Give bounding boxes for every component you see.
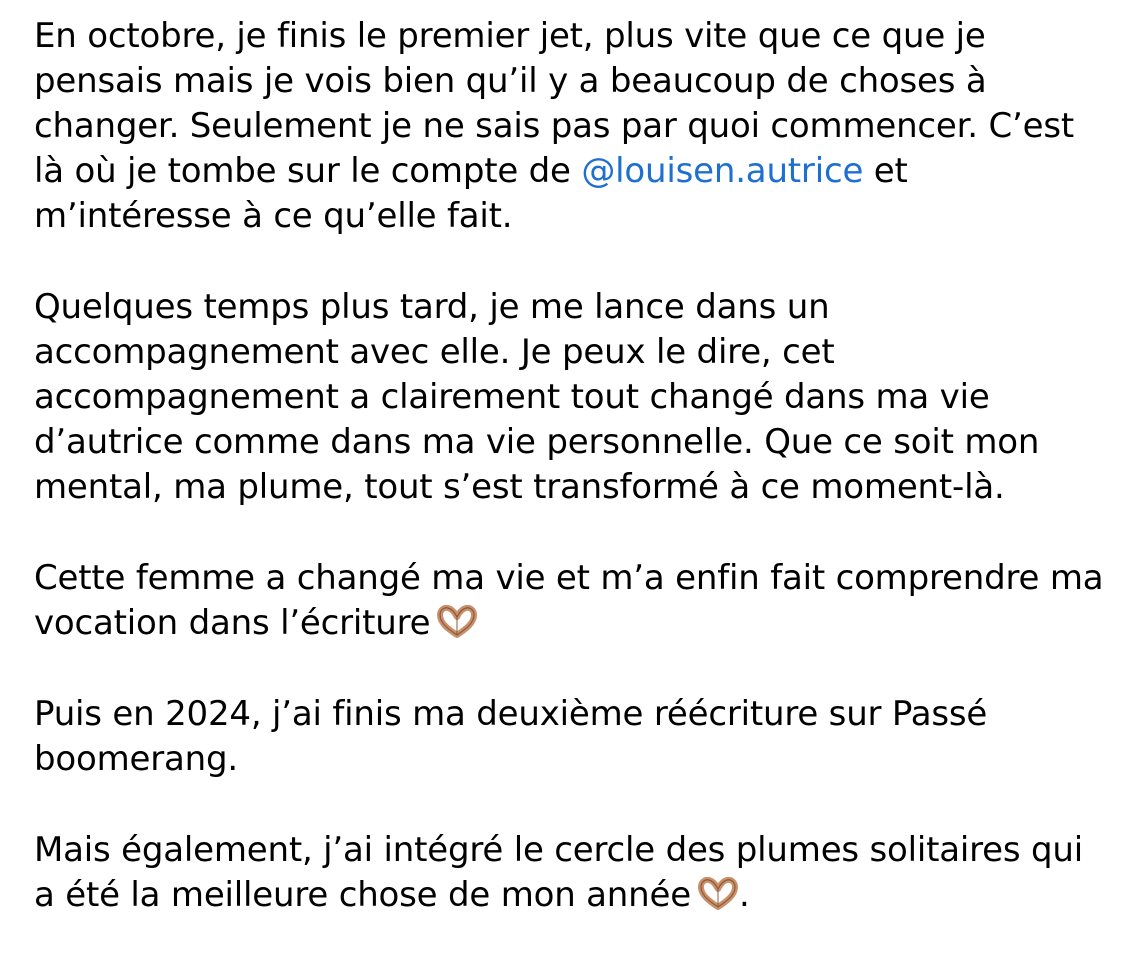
paragraph-4-text: Puis en 2024, j’ai finis ma deuxième réécriture sur Passé boomerang. — [34, 694, 988, 779]
paragraph-1-text-after: et m’intéresse à ce qu’elle fait. — [34, 151, 908, 236]
paragraph-1-text-before: En octobre, je finis le premier jet, plus vite que ce que je pensais mais je vois bien qu’il y a beaucoup de choses à changer. Seulement je ne sais pas par quoi commencer. C’est là où je tombe sur le compte de — [34, 16, 1075, 191]
paragraph-5-text-after: . — [738, 875, 750, 915]
post-body — [34, 14, 1114, 918]
paragraph-4 — [34, 692, 1114, 782]
paragraph-5-text: Mais également, j’ai intégré le cercle des plumes solitaires qui a été la meilleure chose de mon année — [34, 830, 1084, 915]
heart-hands-icon — [697, 877, 739, 911]
paragraph-5 — [34, 828, 1114, 918]
heart-hands-icon — [436, 605, 478, 639]
paragraph-1 — [34, 14, 1114, 239]
paragraph-3-text: Cette femme a changé ma vie et m’a enfin fait comprendre ma vocation dans l’écriture — [34, 558, 1104, 643]
paragraph-2-text: Quelques temps plus tard, je me lance dans un accompagnement avec elle. Je peux le dire, cet accompagnement a clairement tout changé dans ma vie d’autrice comme dans ma vie personnelle. Que ce soit mon mental, ma plume, tout s’est transformé à ce moment-là. — [34, 287, 1040, 507]
paragraph-3 — [34, 556, 1114, 646]
paragraph-2 — [34, 285, 1114, 510]
mention-link-louisen-autrice[interactable]: @louisen.autrice — [581, 151, 864, 191]
